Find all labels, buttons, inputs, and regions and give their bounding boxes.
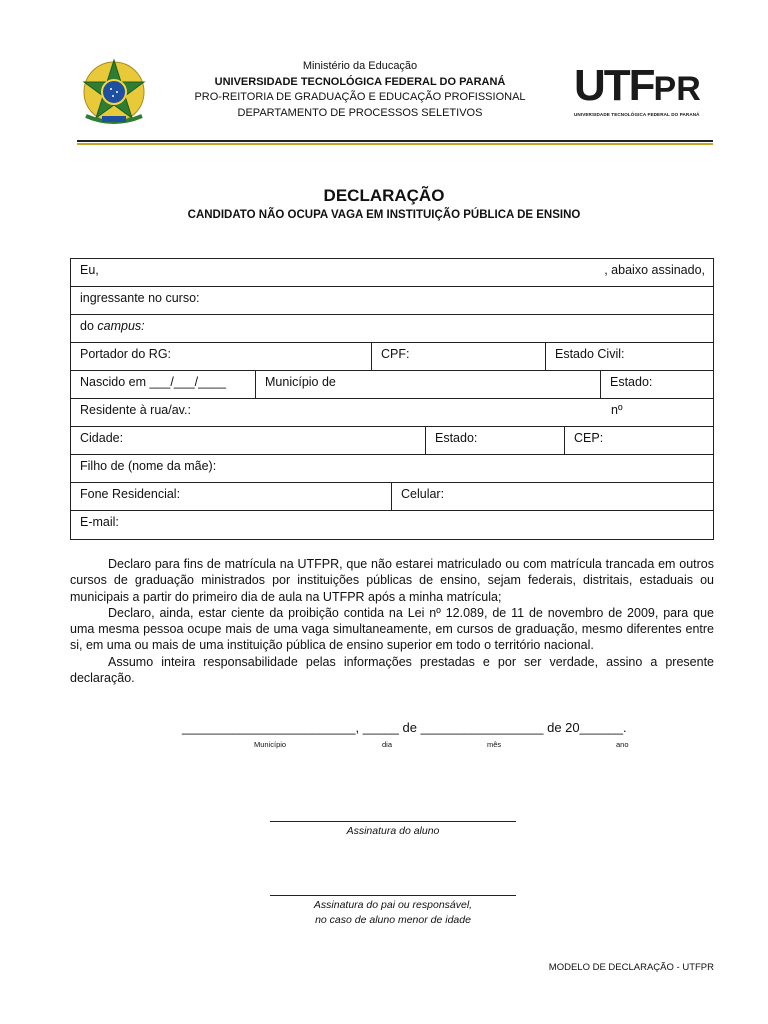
brazil-coat-of-arms-icon [76,54,152,130]
year-caption: ano [616,740,629,749]
number-label: nº [611,403,623,417]
email-label: E-mail: [80,515,119,529]
name-field[interactable] [71,259,713,286]
home-phone-field[interactable] [71,483,391,510]
mother-name-label: Filho de (nome da mãe): [80,459,217,473]
form-row-birth [71,371,713,399]
form-row-campus [71,315,713,343]
declaration-body [70,556,714,686]
declaration-paragraph-3: Assumo inteira responsabilidade pelas informações prestadas e por ser verdade, assino a presente declaração. [70,654,714,686]
form-row-mother [71,455,713,483]
guardian-signature-label-line1: Assinatura do pai ou responsável, [313,899,473,911]
pro-rectory-name: PRO-REITORIA DE GRADUAÇÃO E EDUCAÇÃO PROFISSIONAL [194,91,526,103]
document-title: DECLARAÇÃO [323,186,445,205]
course-label: ingressante no curso: [80,291,200,305]
student-signature-line[interactable] [270,821,516,822]
cpf-label: CPF: [381,347,410,361]
logo-main-text: UTF [574,61,654,110]
campus-field[interactable] [71,315,713,342]
logo-subtitle: UNIVERSIDADE TECNOLÓGICA FEDERAL DO PARANÁ [574,112,700,117]
rg-label: Portador do RG: [80,347,172,361]
birth-state-field[interactable] [600,371,713,398]
header-divider-dark [77,140,713,142]
address-field[interactable] [71,399,713,426]
footer-model-label: MODELO DE DECLARAÇÃO - UTFPR [548,962,714,973]
ministry-name: Ministério da Educação [302,60,418,72]
cellphone-field[interactable] [391,483,713,510]
date-place-line[interactable]: ________________________, _____ de _________________ de 20______. [182,720,627,735]
state-field[interactable] [425,427,564,454]
form-row-address [71,399,713,427]
email-field[interactable] [71,511,713,539]
institution-header [190,59,530,121]
day-caption: dia [382,740,393,749]
state-label: Estado: [435,431,478,445]
campus-prefix: do [80,319,98,333]
eu-label: Eu, [80,263,99,277]
address-label: Residente à rua/av.: [80,403,191,417]
cpf-field[interactable] [371,343,545,370]
campus-label: campus: [97,319,145,333]
city-field[interactable] [71,427,425,454]
header-divider-gold [77,143,713,145]
birth-date-field[interactable] [71,371,255,398]
abaixo-assinado-label: , abaixo assinado, [604,263,705,277]
form-row-email [71,511,713,539]
form-row-documents [71,343,713,371]
municipality-caption: Município [254,740,287,749]
document-subtitle: CANDIDATO NÃO OCUPA VAGA EM INSTITUIÇÃO PÚBLICA DE ENSINO [187,209,581,221]
declaration-paragraph-1: Declaro para fins de matrícula na UTFPR, que não estarei matriculado ou com matrícula trancada em outros cursos de graduação ministrados por instituições públicas de ensino, sejam federais, distritais, estaduais ou municipais a partir do primeiro dia de aula na UTFPR após a minha matrícula; [70,557,714,604]
form-row-phones [71,483,713,511]
cellphone-label: Celular: [401,487,445,501]
declaration-form [70,258,714,540]
marital-status-label: Estado Civil: [555,347,625,361]
home-phone-label: Fone Residencial: [80,487,181,501]
declaration-paragraph-2: Declaro, ainda, estar ciente da proibição contida na Lei nº 12.089, de 11 de novembro de 2009, para que uma mesma pessoa ocupe mais de uma vaga simultaneamente, em cursos de graduação, mesmo diferentes entre si, em uma ou mais de uma instituição pública de ensino superior em todo o território nacional. [70,605,714,653]
guardian-signature-line[interactable] [270,895,516,896]
birth-municipality-label: Município de [265,375,336,389]
department-name: DEPARTAMENTO DE PROCESSOS SELETIVOS [237,106,483,119]
rg-field[interactable] [71,343,371,370]
mother-name-field[interactable] [71,455,713,482]
student-signature-label: Assinatura do aluno [346,825,440,837]
university-name: UNIVERSIDADE TECNOLÓGICA FEDERAL DO PARANÁ [214,75,506,88]
birth-state-label: Estado: [610,375,653,389]
birth-date-label: Nascido em ___/___/____ [80,375,226,389]
form-row-city [71,427,713,455]
logo-pr-text: PR [653,70,701,108]
month-caption: mês [487,740,502,749]
cep-field[interactable] [564,427,713,454]
marital-status-field[interactable] [545,343,713,370]
guardian-signature-label-line2: no caso de aluno menor de idade [315,914,471,926]
course-field[interactable] [71,287,713,314]
cep-label: CEP: [574,431,604,445]
birth-municipality-field[interactable] [255,371,600,398]
form-row-course [71,287,713,315]
form-row-name [71,259,713,287]
city-label: Cidade: [80,431,124,445]
utfpr-logo [574,61,714,120]
guardian-signature-label [240,898,546,928]
